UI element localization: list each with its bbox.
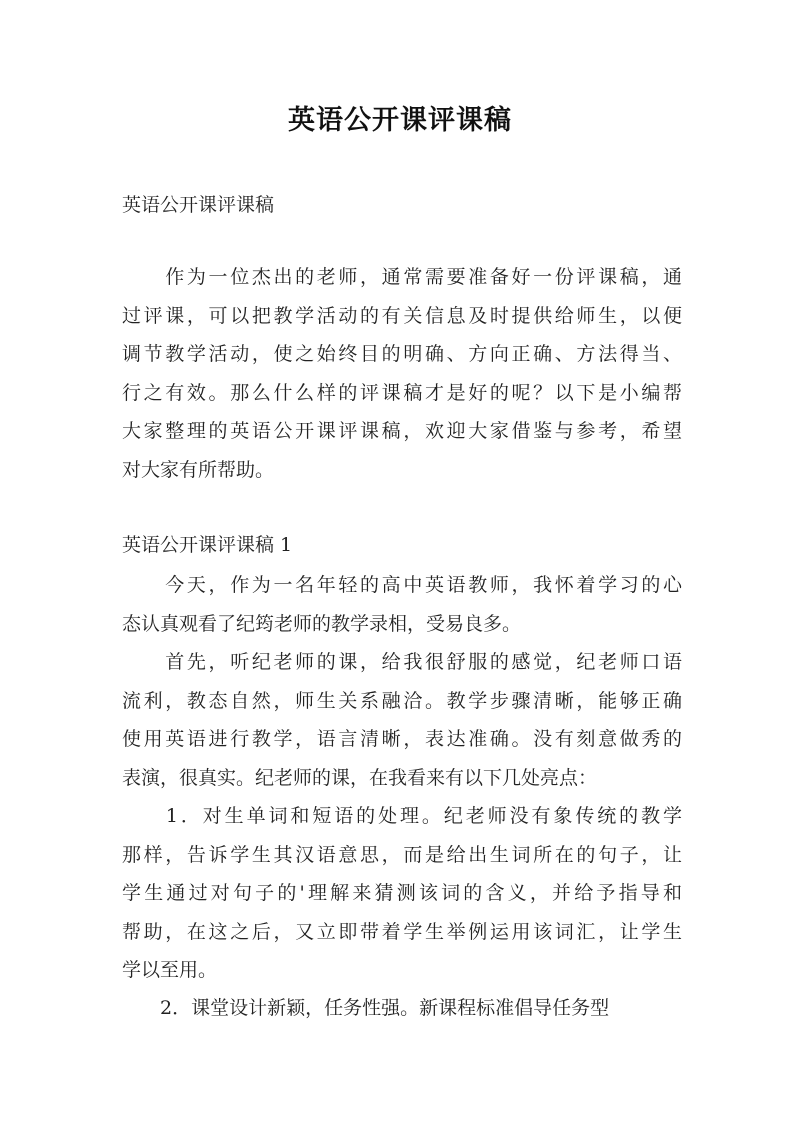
paragraph-line: 态认真观看了纪筠老师的教学录相，受易良多。: [122, 612, 522, 635]
intro-line: 过评课，可以把教学活动的有关信息及时提供给师生，以便: [122, 304, 682, 327]
paragraph-line: 那样，告诉学生其汉语意思，而是给出生词所在的句子，让: [122, 843, 682, 866]
paragraph-line: 学以至用。: [122, 959, 218, 981]
paragraph-line: 1．对生单词和短语的处理。纪老师没有象传统的教学: [122, 805, 682, 827]
paragraph-line: 今天，作为一名年轻的高中英语教师，我怀着学习的心: [122, 574, 682, 596]
document-subtitle: 英语公开课评课稿: [122, 194, 275, 216]
intro-line: 作为一位杰出的老师，通常需要准备好一份评课稿，通: [122, 266, 682, 288]
paragraph-3: [122, 797, 682, 990]
intro-line: 大家整理的英语公开课评课稿，欢迎大家借鉴与参考，希望: [122, 420, 682, 442]
paragraph-line: 学生通过对句子的'理解来猜测该词的含义，并给予指导和: [122, 882, 682, 904]
paragraph-line: 流利，教态自然，师生关系融洽。教学步骤清晰，能够正确: [122, 689, 682, 712]
document-title: 英语公开课评课稿: [288, 105, 512, 136]
intro-line: 调节教学活动，使之始终目的明确、方向正确、方法得当、: [122, 343, 682, 365]
paragraph-line: 2．课堂设计新颖，任务性强。新课程标准倡导任务型: [122, 997, 610, 1019]
paragraph-4: [122, 989, 682, 1028]
paragraph-line: 表演，很真实。纪老师的课，在我看来有以下几处亮点：: [122, 766, 598, 789]
paragraph-1: [122, 566, 682, 643]
paragraph-2: [122, 643, 682, 797]
intro-paragraph: [122, 258, 682, 489]
paragraph-line: 首先，听纪老师的课，给我很舒服的感觉，纪老师口语: [122, 651, 682, 673]
paragraph-line: 帮助，在这之后，又立即带着学生举例运用该词汇，让学生: [122, 920, 682, 943]
intro-line: 对大家有所帮助。: [122, 458, 275, 481]
paragraph-line: 使用英语进行教学，语言清晰，表达准确。没有刻意做秀的: [122, 728, 682, 750]
intro-line: 行之有效。那么什么样的评课稿才是好的呢？以下是小编帮: [122, 381, 682, 404]
section-heading: 英语公开课评课稿 1: [122, 534, 293, 556]
